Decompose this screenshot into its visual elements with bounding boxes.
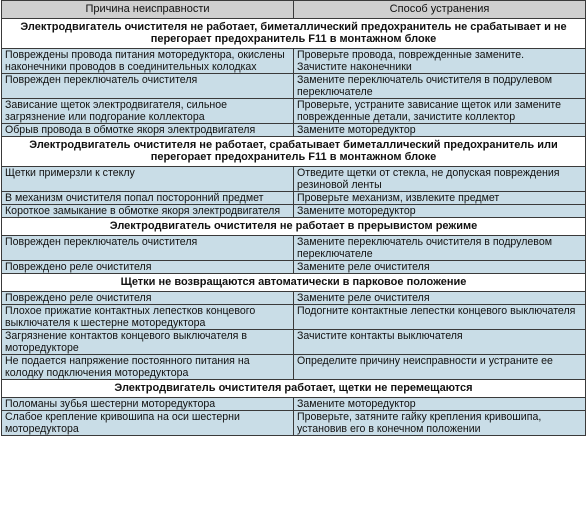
remedy-cell: Проверьте провода, поврежденные замените. Зачистите наконечники (294, 49, 586, 74)
table-row (2, 49, 586, 74)
section-header-row (2, 218, 586, 236)
section-title: Электродвигатель очистителя не работает, срабатывает биметаллический предохранитель или перегорает предохранитель F11 в монтажном блоке (2, 137, 586, 167)
cause-cell: Плохое прижатие контактных лепестков концевого выключателя к шестерне моторедуктора (2, 305, 294, 330)
cause-cell: Повреждено реле очистителя (2, 261, 294, 274)
troubleshooting-table-container (1, 0, 585, 436)
section-title: Электродвигатель очистителя работает, щетки не перемещаются (2, 380, 586, 398)
table-row (2, 205, 586, 218)
table-row (2, 261, 586, 274)
section-title: Щетки не возвращаются автоматически в парковое положение (2, 274, 586, 292)
cause-cell: Поврежден переключатель очистителя (2, 74, 294, 99)
table-row (2, 99, 586, 124)
remedy-cell: Проверьте, устраните зависание щеток или замените поврежденные детали, зачистите коллектор (294, 99, 586, 124)
remedy-cell: Замените реле очистителя (294, 261, 586, 274)
cause-cell: В механизм очистителя попал посторонний предмет (2, 192, 294, 205)
cause-cell: Загрязнение контактов концевого выключателя в моторедукторе (2, 330, 294, 355)
section-header-row (2, 274, 586, 292)
table-row (2, 236, 586, 261)
table-row (2, 74, 586, 99)
table-body (2, 19, 586, 436)
cause-cell: Щетки примерзли к стеклу (2, 167, 294, 192)
table-row (2, 398, 586, 411)
header-remedy: Способ устранения (294, 1, 586, 19)
section-title: Электродвигатель очистителя не работает в прерывистом режиме (2, 218, 586, 236)
remedy-cell: Замените моторедуктор (294, 205, 586, 218)
table-row (2, 167, 586, 192)
remedy-cell: Проверьте, затяните гайку крепления кривошипа, установив его в конечном положении (294, 411, 586, 436)
table-row (2, 305, 586, 330)
cause-cell: Короткое замыкание в обмотке якоря электродвигателя (2, 205, 294, 218)
table-row (2, 411, 586, 436)
cause-cell: Поврежден переключатель очистителя (2, 236, 294, 261)
remedy-cell: Отведите щетки от стекла, не допуская повреждения резиновой ленты (294, 167, 586, 192)
cause-cell: Не подается напряжение постоянного питания на колодку подключения моторедуктора (2, 355, 294, 380)
cause-cell: Обрыв провода в обмотке якоря электродвигателя (2, 124, 294, 137)
header-cause: Причина неисправности (2, 1, 294, 19)
remedy-cell: Замените реле очистителя (294, 292, 586, 305)
table-row (2, 192, 586, 205)
table-row (2, 355, 586, 380)
remedy-cell: Зачистите контакты выключателя (294, 330, 586, 355)
remedy-cell: Замените моторедуктор (294, 124, 586, 137)
cause-cell: Повреждено реле очистителя (2, 292, 294, 305)
section-title: Электродвигатель очистителя не работает, биметаллический предохранитель не срабатывает и не перегорает предохранитель F11 в монтажном блоке (2, 19, 586, 49)
troubleshooting-table (1, 0, 586, 436)
remedy-cell: Замените переключатель очистителя в подрулевом переключателе (294, 74, 586, 99)
table-row (2, 292, 586, 305)
cause-cell: Поломаны зубья шестерни моторедуктора (2, 398, 294, 411)
section-header-row (2, 137, 586, 167)
remedy-cell: Замените моторедуктор (294, 398, 586, 411)
cause-cell: Зависание щеток электродвигателя, сильное загрязнение или подгорание коллектора (2, 99, 294, 124)
table-header-row (2, 1, 586, 19)
section-header-row (2, 380, 586, 398)
cause-cell: Слабое крепление кривошипа на оси шестерни моторедуктора (2, 411, 294, 436)
remedy-cell: Замените переключатель очистителя в подрулевом переключателе (294, 236, 586, 261)
remedy-cell: Проверьте механизм, извлеките предмет (294, 192, 586, 205)
section-header-row (2, 19, 586, 49)
remedy-cell: Подогните контактные лепестки концевого выключателя (294, 305, 586, 330)
remedy-cell: Определите причину неисправности и устраните ее (294, 355, 586, 380)
table-row (2, 330, 586, 355)
cause-cell: Повреждены провода питания моторедуктора, окислены наконечники проводов в соединительных колодках (2, 49, 294, 74)
table-row (2, 124, 586, 137)
